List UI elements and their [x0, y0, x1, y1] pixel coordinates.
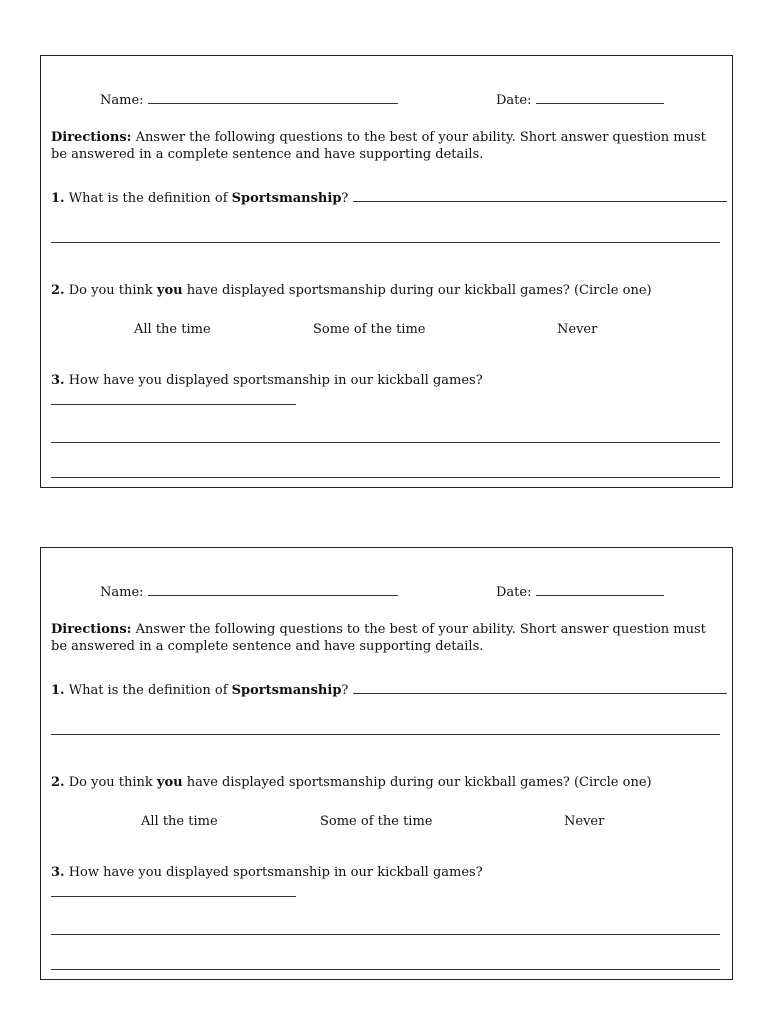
directions-text: Answer the following questions to the best of your ability. Short answer question must be answered in a complete sentence and have supporting details. — [51, 622, 706, 654]
q1-keyword: Sportsmanship — [231, 191, 342, 206]
q2-number: 2. — [51, 283, 65, 298]
question-2 — [51, 775, 652, 791]
option-some-of-the-time[interactable]: Some of the time — [320, 814, 433, 829]
q3-answer-line-1[interactable] — [51, 404, 296, 405]
q2-keyword: you — [156, 283, 183, 298]
q1-answer-line-2[interactable] — [51, 734, 720, 735]
date-field[interactable] — [496, 583, 664, 601]
directions-label: Directions: — [51, 622, 132, 637]
quiz-card-2 — [40, 547, 733, 980]
option-never[interactable]: Never — [564, 814, 605, 829]
q1-keyword: Sportsmanship — [231, 683, 342, 698]
q3-answer-line-2[interactable] — [51, 934, 720, 935]
option-never[interactable]: Never — [557, 322, 598, 337]
option-some-of-the-time[interactable]: Some of the time — [313, 322, 426, 337]
name-label: Name: — [100, 585, 144, 600]
q1-answer-line-2[interactable] — [51, 242, 720, 243]
q2-text-post: have displayed sportsmanship during our kickball games? (Circle one) — [186, 775, 652, 790]
question-1 — [51, 681, 727, 699]
name-field[interactable] — [100, 91, 398, 109]
question-1 — [51, 189, 727, 207]
q3-number: 3. — [51, 865, 65, 880]
q1-text: What is the definition of — [68, 191, 228, 206]
directions-text: Answer the following questions to the best of your ability. Short answer question must be answered in a complete sentence and have supporting details. — [51, 130, 706, 162]
q2-number: 2. — [51, 775, 65, 790]
q2-text-post: have displayed sportsmanship during our kickball games? (Circle one) — [186, 283, 652, 298]
directions-label: Directions: — [51, 130, 132, 145]
question-2 — [51, 283, 652, 299]
date-blank[interactable] — [536, 583, 664, 596]
date-label: Date: — [496, 93, 532, 108]
q1-answer-line[interactable] — [353, 681, 727, 694]
q3-answer-line-2[interactable] — [51, 442, 720, 443]
date-label: Date: — [496, 585, 532, 600]
date-blank[interactable] — [536, 91, 664, 104]
q3-answer-line-1[interactable] — [51, 896, 296, 897]
q3-answer-line-3[interactable] — [51, 477, 720, 478]
q1-suffix: ? — [341, 683, 349, 698]
q2-text-pre: Do you think — [68, 775, 153, 790]
directions — [51, 129, 721, 163]
q2-keyword: you — [156, 775, 183, 790]
q1-text: What is the definition of — [68, 683, 228, 698]
date-field[interactable] — [496, 91, 664, 109]
question-3 — [51, 373, 483, 389]
q1-suffix: ? — [341, 191, 349, 206]
q3-text: How have you displayed sportsmanship in our kickball games? — [68, 373, 483, 388]
directions — [51, 621, 721, 655]
q1-answer-line[interactable] — [353, 189, 727, 202]
quiz-card-1 — [40, 55, 733, 488]
option-all-the-time[interactable]: All the time — [141, 814, 218, 829]
question-3 — [51, 865, 483, 881]
name-field[interactable] — [100, 583, 398, 601]
q1-number: 1. — [51, 191, 65, 206]
q3-answer-line-3[interactable] — [51, 969, 720, 970]
name-label: Name: — [100, 93, 144, 108]
name-blank[interactable] — [148, 91, 398, 104]
name-blank[interactable] — [148, 583, 398, 596]
q3-number: 3. — [51, 373, 65, 388]
q3-text: How have you displayed sportsmanship in our kickball games? — [68, 865, 483, 880]
q1-number: 1. — [51, 683, 65, 698]
option-all-the-time[interactable]: All the time — [134, 322, 211, 337]
q2-text-pre: Do you think — [68, 283, 153, 298]
